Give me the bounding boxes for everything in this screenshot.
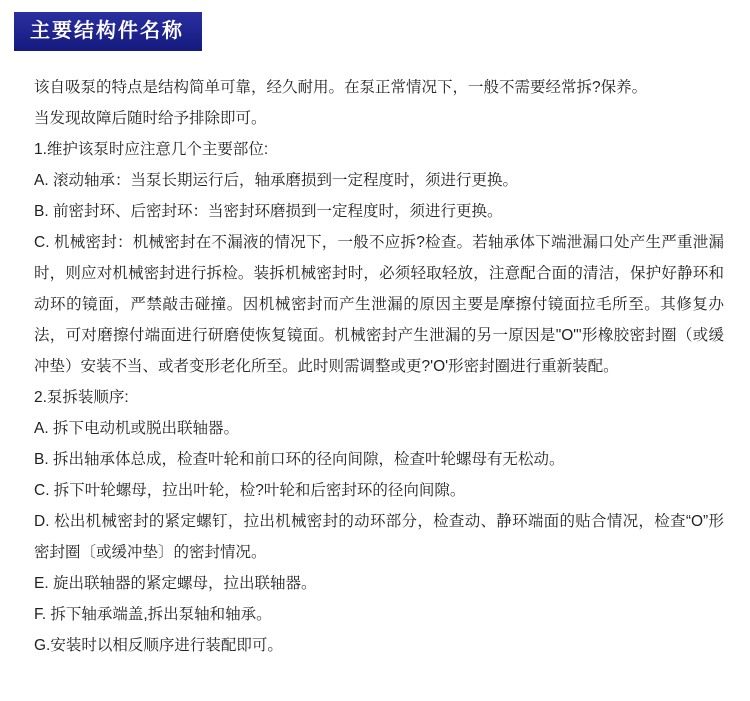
document-body bbox=[34, 72, 724, 661]
paragraph: 1.维护该泵时应注意几个主要部位: bbox=[34, 141, 269, 158]
paragraph: A. 拆下电动机或脱出联轴器。 bbox=[34, 420, 239, 437]
paragraph: B. 前密封环、后密封环：当密封环磨损到一定程度时，须进行更换。 bbox=[34, 203, 503, 220]
paragraph: E. 旋出联轴器的紧定螺母，拉出联轴器。 bbox=[34, 575, 317, 592]
paragraph: 2.泵拆装顺序: bbox=[34, 389, 129, 406]
paragraph: 当发现故障后随时给予排除即可。 bbox=[34, 110, 267, 127]
page-title: 主要结构件名称 bbox=[14, 12, 202, 51]
paragraph: C. 机械密封：机械密封在不漏液的情况下，一般不应拆?检查。若轴承体下端泄漏口处产生严重泄漏时，则应对机械密封进行拆检。装拆机械密封时，必须轻取轻放，注意配合面的清洁，保护好静环和动环的镜面，严禁敲击碰撞。因机械密封而产生泄漏的原因主要是摩擦付镜面拉毛所至。其修复办法，可对磨擦付端面进行研磨使恢复镜面。机械密封产生泄漏的另一原因是"O"'形橡胶密封圈（或缓冲垫）安装不当、或者变形老化所至。此时则需调整或更?'O'形密封圈进行重新装配。 bbox=[34, 234, 724, 375]
paragraph: D. 松出机械密封的紧定螺钉，拉出机械密封的动环部分，检查动、静环端面的贴合情况，检查“O”形密封圈〔或缓冲垫〕的密封情况。 bbox=[34, 513, 724, 561]
paragraph: 该自吸泵的特点是结构简单可靠，经久耐用。在泵正常情况下，一般不需要经常拆?保养。 bbox=[34, 79, 648, 96]
paragraph: G.安装时以相反顺序进行装配即可。 bbox=[34, 637, 283, 654]
paragraph: A. 滚动轴承：当泵长期运行后，轴承磨损到一定程度时，须进行更换。 bbox=[34, 172, 518, 189]
paragraph: C. 拆下叶轮螺母，拉出叶轮，检?叶轮和后密封环的径向间隙。 bbox=[34, 482, 466, 499]
paragraph: F. 拆下轴承端盖,拆出泵轴和轴承。 bbox=[34, 606, 272, 623]
paragraph: B. 拆出轴承体总成，检查叶轮和前口环的径向间隙，检查叶轮螺母有无松动。 bbox=[34, 451, 565, 468]
